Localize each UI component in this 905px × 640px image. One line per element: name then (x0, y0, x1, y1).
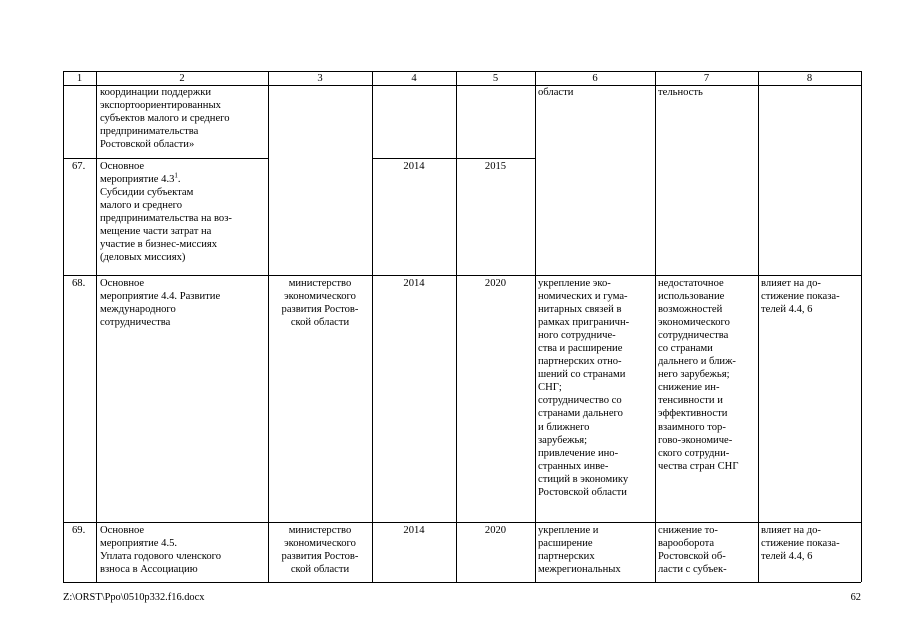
row-69-executor: министерство экономического развития Ростов- ской области (281, 525, 359, 576)
grid-line-cont-name (63, 158, 268, 159)
row-67-start-year: 2014 (403, 161, 425, 172)
row-68-link: влияет на до- стижение показа- телей 4.4, 6 (761, 278, 840, 316)
row-68-end-year: 2020 (484, 278, 507, 289)
header-col-4: 4 (411, 73, 417, 84)
row-67-number: 67. (72, 161, 86, 172)
header-col-7: 7 (703, 73, 710, 84)
header-col-5: 5 (492, 73, 499, 84)
row-67-name-sup: 1 (174, 171, 178, 180)
grid-vline-3 (372, 71, 373, 582)
grid-line-top (63, 71, 861, 72)
grid-vline-1 (96, 71, 97, 582)
grid-vline-7 (758, 71, 759, 582)
row-68-start-year: 2014 (403, 278, 425, 289)
row-continuation-consequence: тельность (658, 87, 703, 98)
header-col-8: 8 (806, 73, 813, 84)
row-69-start-year: 2014 (403, 525, 425, 536)
footer-page-number: 62 (850, 592, 861, 603)
row-69-name: Основное мероприятие 4.5. Уплата годового членского взноса в Ассоциацию (100, 525, 222, 576)
row-67-name-pre: Основное мероприятие 4.3 (100, 161, 175, 186)
row-67-name (100, 160, 268, 264)
grid-vline-0 (63, 71, 64, 582)
row-continuation-name: координации поддержки экспортоориентированных субъектов малого и среднего предпринимательства Ростовской области» (100, 87, 230, 151)
footer-file-path: Z:\ORST\Ppo\0510p332.f16.docx (63, 592, 205, 603)
grid-vline-5 (535, 71, 536, 582)
grid-line-header-bottom (63, 85, 861, 86)
row-68-consequence: недостаточное использование возможностей экономического сотрудничества со странами дальнего и ближ- него зарубежья; снижение ин- тенсивности и эффективности взаимного тор- гово-экономиче- ского сотрудни- чества стран СНГ (658, 278, 739, 472)
row-69-result: укрепление и расширение партнерских межрегиональных (538, 525, 621, 576)
row-69-consequence: снижение то- варооборота Ростовской об- ласти с субъек- (658, 525, 727, 576)
row-69-end-year: 2020 (484, 525, 507, 536)
row-69-number: 69. (72, 525, 86, 536)
row-continuation-result: области (538, 87, 574, 98)
grid-vline-8 (861, 71, 862, 582)
grid-line-row-67-bottom (63, 275, 861, 276)
row-69-link: влияет на до- стижение показа- телей 4.4, 6 (761, 525, 840, 563)
row-67-end-year: 2015 (484, 161, 507, 172)
grid-vline-4 (456, 71, 457, 582)
row-67-name-post: . Субсидии субъектам малого и среднего предпринимательства на воз- мещение части затрат на участие в бизнес-миссиях (деловых миссиях) (100, 174, 232, 264)
grid-line-bottom (63, 582, 861, 583)
header-col-2: 2 (179, 73, 185, 84)
row-68-number: 68. (72, 278, 86, 289)
header-col-6: 6 (592, 73, 598, 84)
grid-line-cont-years (372, 158, 535, 159)
grid-vline-6 (655, 71, 656, 582)
row-68-name: Основное мероприятие 4.4. Развитие международного сотрудничества (100, 278, 221, 329)
row-68-result: укрепление эко- номических и гума- нитарных связей в рамках приграничн- ного сотрудниче- ства и расширение партнерских отно- шений со странами СНГ; сотрудничество со странами дальнего и ближнего зарубежья; привлечение ино- странных инве- стиций в экономику Ростовской области (538, 278, 630, 498)
grid-vline-2 (268, 71, 269, 582)
grid-line-row-68-bottom (63, 522, 861, 523)
row-68-executor: министерство экономического развития Ростов- ской области (281, 278, 359, 329)
header-col-1: 1 (76, 73, 83, 84)
header-col-3: 3 (317, 73, 323, 84)
